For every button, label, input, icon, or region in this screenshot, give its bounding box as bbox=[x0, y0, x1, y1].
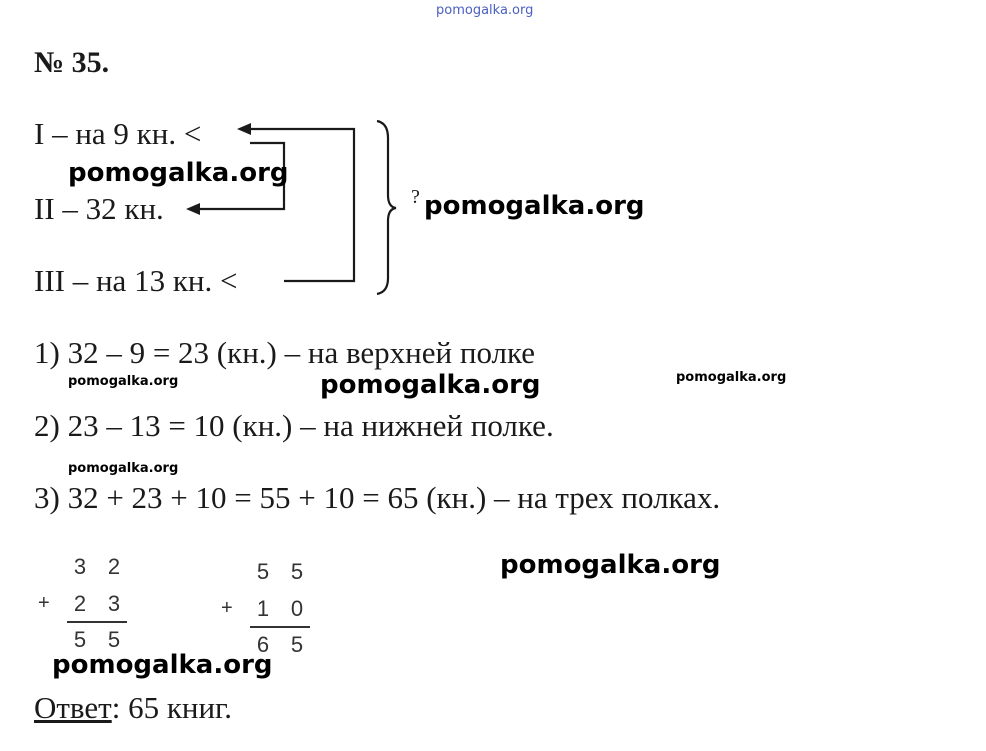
sum-line bbox=[67, 621, 127, 623]
digit: 1 bbox=[256, 596, 270, 621]
watermark: pomogalka.org bbox=[500, 550, 721, 580]
digit: 6 bbox=[256, 632, 270, 657]
shelf-second-line: II – 32 кн. bbox=[34, 191, 164, 226]
watermark: pomogalka.org bbox=[52, 650, 273, 680]
plus-sign: + bbox=[221, 597, 233, 619]
digit: 3 bbox=[73, 554, 87, 579]
arrow-head-upper bbox=[237, 123, 251, 135]
watermark-small: pomogalka.org bbox=[68, 461, 179, 476]
sum-line bbox=[250, 626, 310, 628]
problem-number: № 35. bbox=[34, 46, 110, 79]
step-3: 3) 32 + 23 + 10 = 55 + 10 = 65 (кн.) – на трех полках. bbox=[34, 480, 721, 515]
digit: 3 bbox=[107, 591, 121, 616]
watermark: pomogalka.org bbox=[68, 158, 289, 188]
watermark: pomogalka.org bbox=[424, 191, 645, 221]
digit: 5 bbox=[73, 627, 87, 652]
digit: 2 bbox=[107, 554, 121, 579]
plus-sign: + bbox=[38, 592, 50, 614]
digit: 5 bbox=[290, 559, 304, 584]
question-mark: ? bbox=[411, 186, 420, 208]
answer-line bbox=[34, 690, 232, 726]
shelf-third-line: III – на 13 кн. < bbox=[34, 263, 238, 298]
digit: 5 bbox=[107, 627, 121, 652]
site-watermark-top: pomogalka.org bbox=[436, 3, 534, 18]
digit: 5 bbox=[290, 632, 304, 657]
arrow-head-middle bbox=[186, 203, 200, 215]
watermark-small: pomogalka.org bbox=[676, 370, 787, 385]
step-1: 1) 32 – 9 = 23 (кн.) – на верхней полке bbox=[34, 335, 536, 370]
watermark-small: pomogalka.org bbox=[68, 374, 179, 389]
digit: 2 bbox=[73, 591, 87, 616]
watermark: pomogalka.org bbox=[320, 370, 541, 400]
answer-label: Ответ bbox=[34, 690, 112, 725]
digit: 0 bbox=[290, 596, 304, 621]
digit: 5 bbox=[256, 559, 270, 584]
answer-text: : 65 книг. bbox=[111, 690, 233, 725]
step-2: 2) 23 – 13 = 10 (кн.) – на нижней полке. bbox=[34, 408, 554, 443]
shelf-first-line: I – на 9 кн. < bbox=[34, 116, 202, 151]
